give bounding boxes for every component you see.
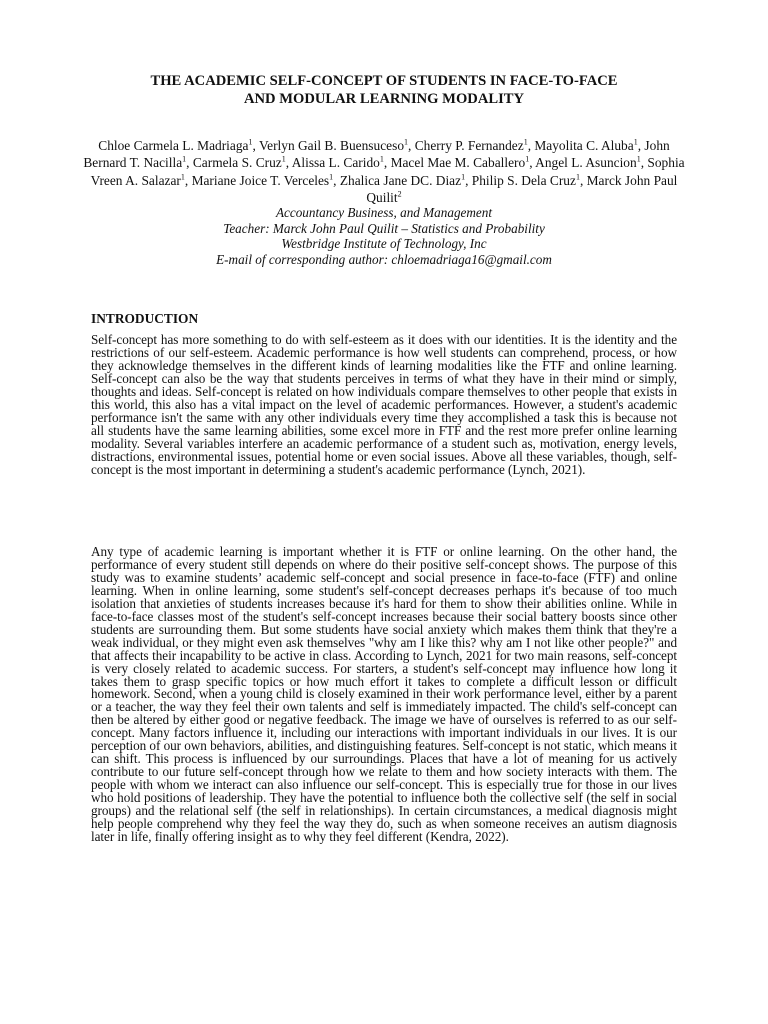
author bbox=[292, 155, 391, 170]
author-affiliation-marker: 1 bbox=[379, 154, 384, 164]
author-separator: , bbox=[184, 172, 192, 188]
author-name: Philip S. Dela Cruz bbox=[471, 172, 576, 188]
author-name: Carmela S. Cruz bbox=[192, 155, 282, 171]
author-separator: , bbox=[252, 138, 259, 153]
introduction-paragraph-1: Self-concept has more something to do with self-esteem as it does with our identities. It is the identity and the restrictions of our self-esteem. Academic performance is how well students can comprehend, process, or how they acknowledge themselves in the different kinds of learning modalities like the FTF and online learning. Self-concept can also be the way that students perceives in terms of what they have in their mind or simply, thoughts and ideas. Self-concept is related on how individuals compare themselves to other people that exists in this world, this also has a vital impact on the level of academic performances. However, a student's academic performance isn't the same with any other individuals every time they accomplished a task this is because not all students have the same learning abilities, some excel more in FTF and the rest more prefer online learning modality. Several variables interfere an academic performance of a student such as, motivation, energy levels, distractions, environmental issues, potential home or even social issues. Above all these variables, though, self-concept is the most important in determining a student's academic performance (Lynch, 2021). bbox=[91, 332, 677, 477]
affiliation-block bbox=[60, 205, 708, 267]
author-name: Angel L. Asuncion bbox=[535, 155, 637, 171]
author-affiliation-marker: 1 bbox=[248, 137, 253, 147]
author-affiliation-marker: 1 bbox=[329, 172, 334, 182]
author-name: Macel Mae M. Caballero bbox=[390, 155, 526, 171]
paper-title-line-2: AND MODULAR LEARNING MODALITY bbox=[243, 91, 525, 107]
author-affiliation-marker: 1 bbox=[461, 172, 466, 182]
author-affiliation-marker: 1 bbox=[525, 154, 530, 164]
author bbox=[340, 173, 472, 188]
author-separator: , bbox=[285, 155, 292, 171]
author-separator: , bbox=[640, 155, 648, 171]
introduction-paragraph-2: Any type of academic learning is important whether it is FTF or online learning. On the other hand, the performance of every student still depends on where do their positive self-concept shows. The purpose of this study was to examine students’ academic self-concept and social presence in face-to-face (FTF) and online learning. When in online learning, some student's self-concept decreases perhaps it's because of too much isolation that anxieties of students increases because it's hard for them to show their abilities online. While in face-to-face classes most of the student's self-concept increases because their social battery boosts since other students are surrounding them. But some students have social anxiety which makes them think that they're a weak individual, or they might even ask themselves "why am I like this? why am I not like other people?" and that affects their incapability to be active in class. According to Lynch, 2021 for two main reasons, self-concept is very closely related to academic success. For starters, a student's self-concept may influence how long it takes them to grasp specific topics or how much effort it takes to complete a difficult lesson or difficult homework. Second, when a young child is closely examined in their work performance level, either by a parent or a teacher, the way they feel their own talents and self is immediately impacted. The child's self-concept can then be altered by either good or negative feedback. The image we have of ourselves is referred to as our self-concept. Many factors influence it, including our interactions with important individuals in our lives. It is our perception of our own behaviors, abilities, and distinguishing features. Self-concept is not static, which means it can shift. This process is influenced by our surroundings. Places that have a lot of meaning for us actively contribute to our future self-concept through how we relate to them and how society interacts with them. The people with whom we interact can also influence our self-concept. This is especially true for those in our lives who hold positions of leadership. They have the potential to influence both the collective self (the self in social groups) and the relational self (the self in relationships). In certain circumstances, a medical diagnosis might help people comprehend why they feel the way they do, such as when someone receives an autism diagnosis later in life, finally offering insight as to why they feel different (Kendra, 2022). bbox=[91, 544, 677, 844]
author-name: Zhalica Jane DC. Diaz bbox=[339, 172, 462, 188]
section-heading-introduction: INTRODUCTION bbox=[91, 311, 199, 326]
author-separator: , bbox=[529, 155, 536, 171]
author-list bbox=[80, 137, 688, 206]
author-name: Mayolita C. Aluba bbox=[534, 138, 634, 153]
author-separator: , bbox=[637, 138, 645, 153]
corresponding-author-email: E-mail of corresponding author: chloemadriaga16@gmail.com bbox=[216, 251, 552, 267]
author-separator: , bbox=[579, 172, 587, 188]
author-name: Alissa L. Carido bbox=[291, 155, 380, 171]
author-name: John Bernard T. Nacilla bbox=[83, 138, 670, 171]
author-name: Chloe Carmela L. Madriaga bbox=[98, 138, 249, 153]
author-affiliation-marker: 1 bbox=[180, 172, 185, 182]
author-separator: , bbox=[527, 138, 535, 153]
author bbox=[535, 155, 647, 170]
author-separator: , bbox=[465, 172, 472, 188]
paper-title-line-1: THE ACADEMIC SELF-CONCEPT OF STUDENTS IN FACE-TO-FACE bbox=[150, 73, 618, 89]
author-affiliation-marker: 1 bbox=[523, 137, 528, 147]
paper-title bbox=[60, 72, 708, 108]
author-name: Cherry P. Fernandez bbox=[414, 138, 524, 153]
author bbox=[98, 138, 259, 153]
author-name: Verlyn Gail B. Buensuceso bbox=[258, 138, 405, 153]
author-separator: , bbox=[408, 138, 415, 153]
affiliation-strand: Accountancy Business, and Management bbox=[275, 205, 493, 220]
author-affiliation-marker: 1 bbox=[575, 172, 580, 182]
author bbox=[259, 138, 415, 153]
author bbox=[193, 155, 292, 170]
author bbox=[472, 173, 587, 188]
author bbox=[534, 138, 644, 153]
author-affiliation-marker: 1 bbox=[281, 154, 286, 164]
author-affiliation-marker: 1 bbox=[404, 137, 409, 147]
affiliation-institution: Westbridge Institute of Technology, Inc bbox=[281, 236, 487, 251]
author-name: Mariane Joice T. Verceles bbox=[191, 172, 330, 188]
author-separator: , bbox=[333, 172, 340, 188]
author-separator: , bbox=[186, 155, 193, 171]
author bbox=[391, 155, 536, 170]
author bbox=[415, 138, 535, 153]
author-separator: , bbox=[383, 155, 391, 171]
author-name: Sophia Vreen A. Salazar bbox=[90, 155, 685, 188]
author-affiliation-marker: 1 bbox=[636, 154, 641, 164]
author-affiliation-marker: 1 bbox=[182, 154, 187, 164]
author-affiliation-marker: 2 bbox=[397, 189, 402, 199]
author-affiliation-marker: 1 bbox=[633, 137, 638, 147]
author-name: Marck John Paul Quilit bbox=[366, 172, 678, 205]
affiliation-teacher: Teacher: Marck John Paul Quilit – Statistics and Probability bbox=[223, 220, 545, 236]
author bbox=[192, 173, 340, 188]
